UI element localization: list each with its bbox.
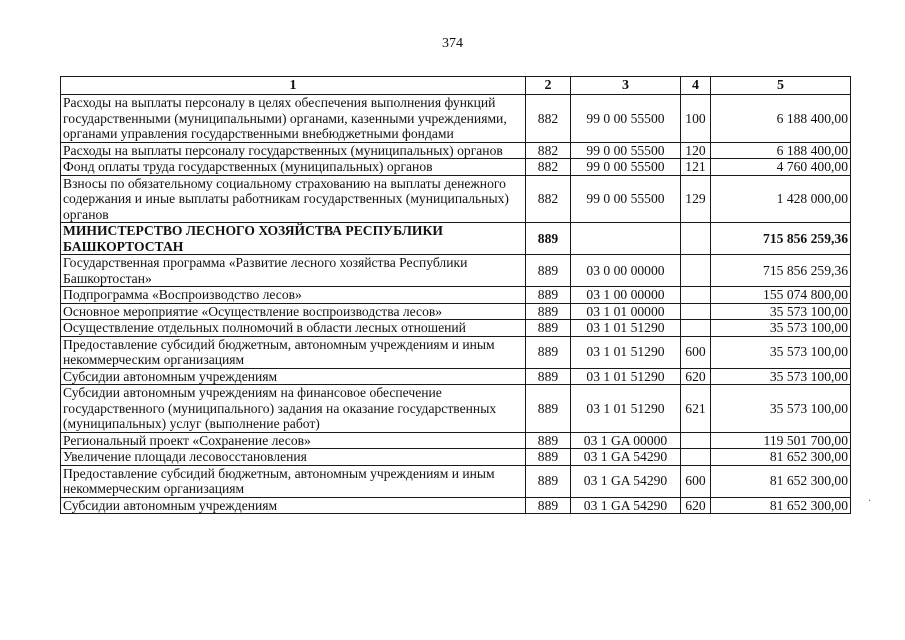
- row-name-cell: Подпрограмма «Воспроизводство лесов»: [61, 287, 526, 304]
- header-col-1: 1: [61, 77, 526, 95]
- table-row: [61, 432, 851, 449]
- row-grbs-cell: 889: [526, 255, 571, 287]
- row-name-cell: Субсидии автономным учреждениям на финансовое обеспечение государственного (муниципального) задания на оказание государственных (муниципальных) услуг (выполнение работ): [61, 385, 526, 433]
- row-sum-cell: 119 501 700,00: [711, 432, 851, 449]
- row-name-cell: Региональный проект «Сохранение лесов»: [61, 432, 526, 449]
- row-csr-cell: 03 1 01 51290: [571, 385, 681, 433]
- table-row: [61, 303, 851, 320]
- row-sum-cell: 6 188 400,00: [711, 95, 851, 143]
- row-sum-cell: 6 188 400,00: [711, 142, 851, 159]
- row-csr-cell: 99 0 00 55500: [571, 175, 681, 223]
- row-csr-cell: 03 0 00 00000: [571, 255, 681, 287]
- row-name-cell: Предоставление субсидий бюджетным, автономным учреждениям и иным некоммерческим организациям: [61, 336, 526, 368]
- row-vr-cell: 129: [681, 175, 711, 223]
- row-name-cell: Фонд оплаты труда государственных (муниципальных) органов: [61, 159, 526, 176]
- row-vr-cell: 620: [681, 497, 711, 514]
- header-col-5: 5: [711, 77, 851, 95]
- row-name-cell: Расходы на выплаты персоналу в целях обеспечения выполнения функций государственными (муниципальными) органами, казенными учреждениями, органами управления государственными внебюджетными фондами: [61, 95, 526, 143]
- header-col-4: 4: [681, 77, 711, 95]
- row-sum-cell: 715 856 259,36: [711, 255, 851, 287]
- row-csr-cell: 03 1 01 51290: [571, 336, 681, 368]
- row-csr-cell: 03 1 GA 54290: [571, 465, 681, 497]
- row-name-cell: Взносы по обязательному социальному страхованию на выплаты денежного содержания и иные выплаты работникам государственных (муниципальных) органов: [61, 175, 526, 223]
- header-col-3: 3: [571, 77, 681, 95]
- row-grbs-cell: 889: [526, 465, 571, 497]
- row-name-cell: Предоставление субсидий бюджетным, автономным учреждениям и иным некоммерческим организациям: [61, 465, 526, 497]
- header-row: [61, 77, 851, 95]
- row-name-cell: Субсидии автономным учреждениям: [61, 497, 526, 514]
- row-csr-cell: 99 0 00 55500: [571, 159, 681, 176]
- row-sum-cell: 81 652 300,00: [711, 465, 851, 497]
- table-row: [61, 223, 851, 255]
- row-csr-cell: 03 1 00 00000: [571, 287, 681, 304]
- row-grbs-cell: 889: [526, 449, 571, 466]
- table-row: [61, 465, 851, 497]
- row-grbs-cell: 889: [526, 432, 571, 449]
- table-row: [61, 449, 851, 466]
- row-vr-cell: [681, 255, 711, 287]
- row-grbs-cell: 889: [526, 336, 571, 368]
- budget-table: [60, 76, 851, 514]
- row-csr-cell: 03 1 01 00000: [571, 303, 681, 320]
- table-row: [61, 336, 851, 368]
- table-row: [61, 320, 851, 337]
- row-vr-cell: 621: [681, 385, 711, 433]
- header-col-2: 2: [526, 77, 571, 95]
- table-row: [61, 255, 851, 287]
- row-sum-cell: 35 573 100,00: [711, 385, 851, 433]
- table-row: [61, 287, 851, 304]
- row-vr-cell: [681, 287, 711, 304]
- row-name-cell: МИНИСТЕРСТВО ЛЕСНОГО ХОЗЯЙСТВА РЕСПУБЛИКИ БАШКОРТОСТАН: [61, 223, 526, 255]
- row-grbs-cell: 889: [526, 368, 571, 385]
- page-number: 374: [442, 36, 463, 51]
- row-sum-cell: 4 760 400,00: [711, 159, 851, 176]
- row-sum-cell: 35 573 100,00: [711, 336, 851, 368]
- row-grbs-cell: 889: [526, 497, 571, 514]
- row-name-cell: Субсидии автономным учреждениям: [61, 368, 526, 385]
- row-vr-cell: 100: [681, 95, 711, 143]
- table-row: [61, 368, 851, 385]
- row-vr-cell: 600: [681, 465, 711, 497]
- row-csr-cell: 03 1 GA 54290: [571, 449, 681, 466]
- table-row: [61, 159, 851, 176]
- row-vr-cell: [681, 223, 711, 255]
- row-vr-cell: [681, 449, 711, 466]
- row-name-cell: Основное мероприятие «Осуществление воспроизводства лесов»: [61, 303, 526, 320]
- table-row: [61, 385, 851, 433]
- row-csr-cell: 03 1 01 51290: [571, 320, 681, 337]
- row-csr-cell: 03 1 GA 54290: [571, 497, 681, 514]
- row-sum-cell: 715 856 259,36: [711, 223, 851, 255]
- row-grbs-cell: 889: [526, 223, 571, 255]
- row-vr-cell: [681, 320, 711, 337]
- row-grbs-cell: 889: [526, 287, 571, 304]
- row-grbs-cell: 882: [526, 142, 571, 159]
- row-grbs-cell: 882: [526, 175, 571, 223]
- row-csr-cell: 03 1 GA 00000: [571, 432, 681, 449]
- row-vr-cell: [681, 432, 711, 449]
- row-vr-cell: 121: [681, 159, 711, 176]
- row-sum-cell: 155 074 800,00: [711, 287, 851, 304]
- row-name-cell: Расходы на выплаты персоналу государственных (муниципальных) органов: [61, 142, 526, 159]
- row-sum-cell: 35 573 100,00: [711, 303, 851, 320]
- row-sum-cell: 35 573 100,00: [711, 320, 851, 337]
- row-grbs-cell: 882: [526, 95, 571, 143]
- table-body: [61, 95, 851, 514]
- table-row: [61, 95, 851, 143]
- row-grbs-cell: 889: [526, 303, 571, 320]
- row-csr-cell: 99 0 00 55500: [571, 95, 681, 143]
- row-name-cell: Государственная программа «Развитие лесного хозяйства Республики Башкортостан»: [61, 255, 526, 287]
- row-csr-cell: 99 0 00 55500: [571, 142, 681, 159]
- row-grbs-cell: 889: [526, 385, 571, 433]
- row-sum-cell: 81 652 300,00: [711, 497, 851, 514]
- row-vr-cell: 120: [681, 142, 711, 159]
- row-grbs-cell: 889: [526, 320, 571, 337]
- row-csr-cell: [571, 223, 681, 255]
- row-grbs-cell: 882: [526, 159, 571, 176]
- table-row: [61, 142, 851, 159]
- row-name-cell: Осуществление отдельных полномочий в области лесных отношений: [61, 320, 526, 337]
- table-row: [61, 497, 851, 514]
- row-sum-cell: 1 428 000,00: [711, 175, 851, 223]
- row-sum-cell: 81 652 300,00: [711, 449, 851, 466]
- row-csr-cell: 03 1 01 51290: [571, 368, 681, 385]
- row-name-cell: Увеличение площади лесовосстановления: [61, 449, 526, 466]
- table-row: [61, 175, 851, 223]
- row-vr-cell: 600: [681, 336, 711, 368]
- row-vr-cell: [681, 303, 711, 320]
- row-sum-cell: 35 573 100,00: [711, 368, 851, 385]
- row-vr-cell: 620: [681, 368, 711, 385]
- margin-mark: ·: [868, 496, 872, 507]
